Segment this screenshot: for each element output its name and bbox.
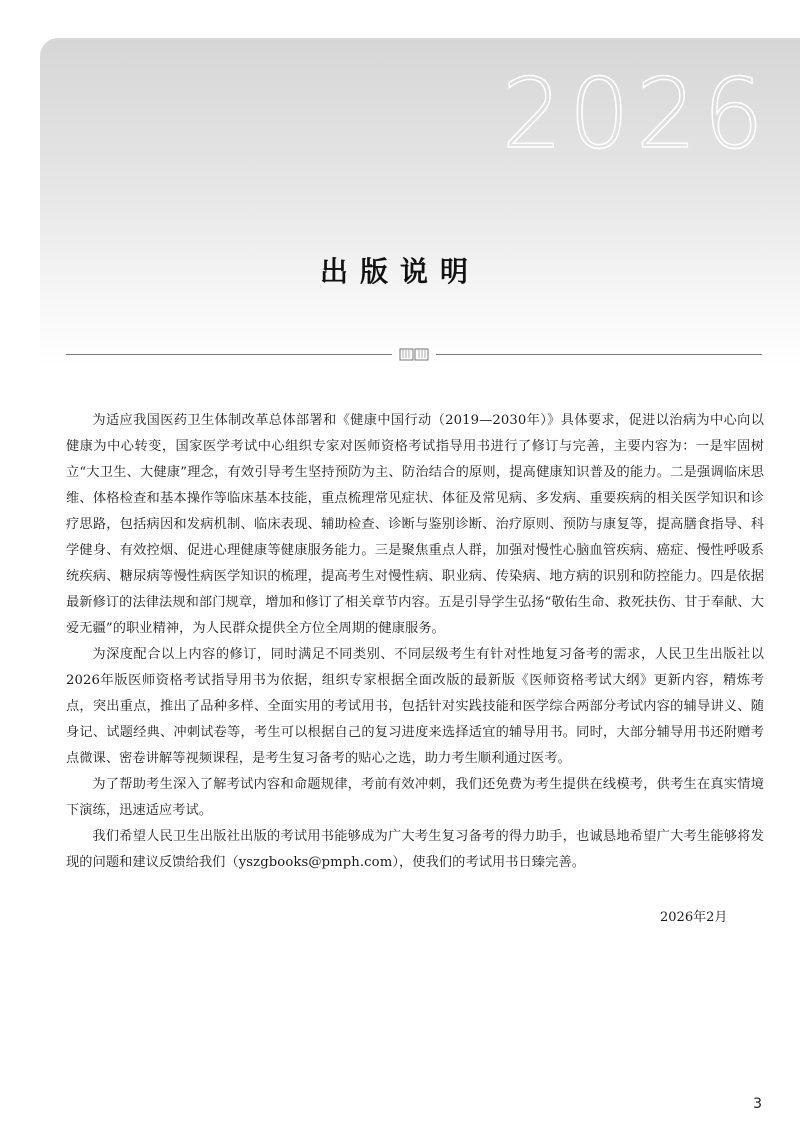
paragraph: 为深度配合以上内容的修订，同时满足不同类别、不同层级考生有针对性地复习备考的需求，人民卫生出版社以2026年版医师资格考试指导用书为依据，组织专家根据全面改版的最新版《医师资格考试大纲》更新内容，精炼考点，突出重点，推出了品种多样、全面实用的考试用书，包括针对实践技能和医学综合两部分考试内容的辅导讲义、随身记、试题经典、冲刺试卷等，考生可以根据自己的复习进度来选择适宜的辅导用书。同时，大部分辅导用书还附赠考点微课、密卷讲解等视频课程，是考生复习备考的贴心之选，助力考生顺利通过医考。	[66, 647, 764, 766]
sign-date: 2026年2月	[660, 910, 728, 925]
year-watermark: 2026	[501, 58, 770, 170]
page-title: 出版说明	[319, 255, 480, 288]
page-number: 3	[753, 1096, 762, 1112]
divider-line-right	[436, 354, 762, 355]
open-book-icon	[398, 346, 430, 362]
title-divider	[66, 346, 762, 362]
header-band	[40, 38, 800, 368]
paragraph: 我们希望人民卫生出版社出版的考试用书能够成为广大考生复习备考的得力助手，也诚恳地希望广大考生能够将发现的问题和建议反馈给我们（yszgbooks@pmph.com），使我们的考试用书日臻完善。	[66, 829, 764, 870]
paragraph: 为了帮助考生深入了解考试内容和命题规律，考前有效冲刺，我们还免费为考生提供在线模考，供考生在真实情境下演练，迅速适应考试。	[66, 777, 764, 818]
paragraph: 为适应我国医药卫生体制改革总体部署和《健康中国行动（2019—2030年）》具体要求，促进以治病为中心向以健康为中心转变，国家医学考试中心组织专家对医师资格考试指导用书进行了修订与完善，主要内容为：一是牢固树立“大卫生、大健康”理念，有效引导考生坚持预防为主、防治结合的原则，提高健康知识普及的能力。二是强调临床思维、体格检查和基本操作等临床基本技能，重点梳理常见症状、体征及常见病、多发病、重要疾病的相关医学知识和诊疗思路，包括病因和发病机制、临床表现、辅助检查、诊断与鉴别诊断、治疗原则、预防与康复等，提高膳食指导、科学健身、有效控烟、促进心理健康等健康服务能力。三是聚焦重点人群，加强对慢性心脑血管疾病、癌症、慢性呼吸系统疾病、糖尿病等慢性病医学知识的梳理，提高考生对慢性病、职业病、传染病、地方病的识别和防控能力。四是依据最新修订的法律法规和部门规章，增加和修订了相关章节内容。五是引导学生弘扬“敬佑生命、救死扶伤、甘于奉献、大爱无疆”的职业精神，为人民群众提供全方位全周期的健康服务。	[66, 413, 764, 636]
divider-line-left	[66, 354, 392, 355]
preface-body	[66, 408, 764, 876]
